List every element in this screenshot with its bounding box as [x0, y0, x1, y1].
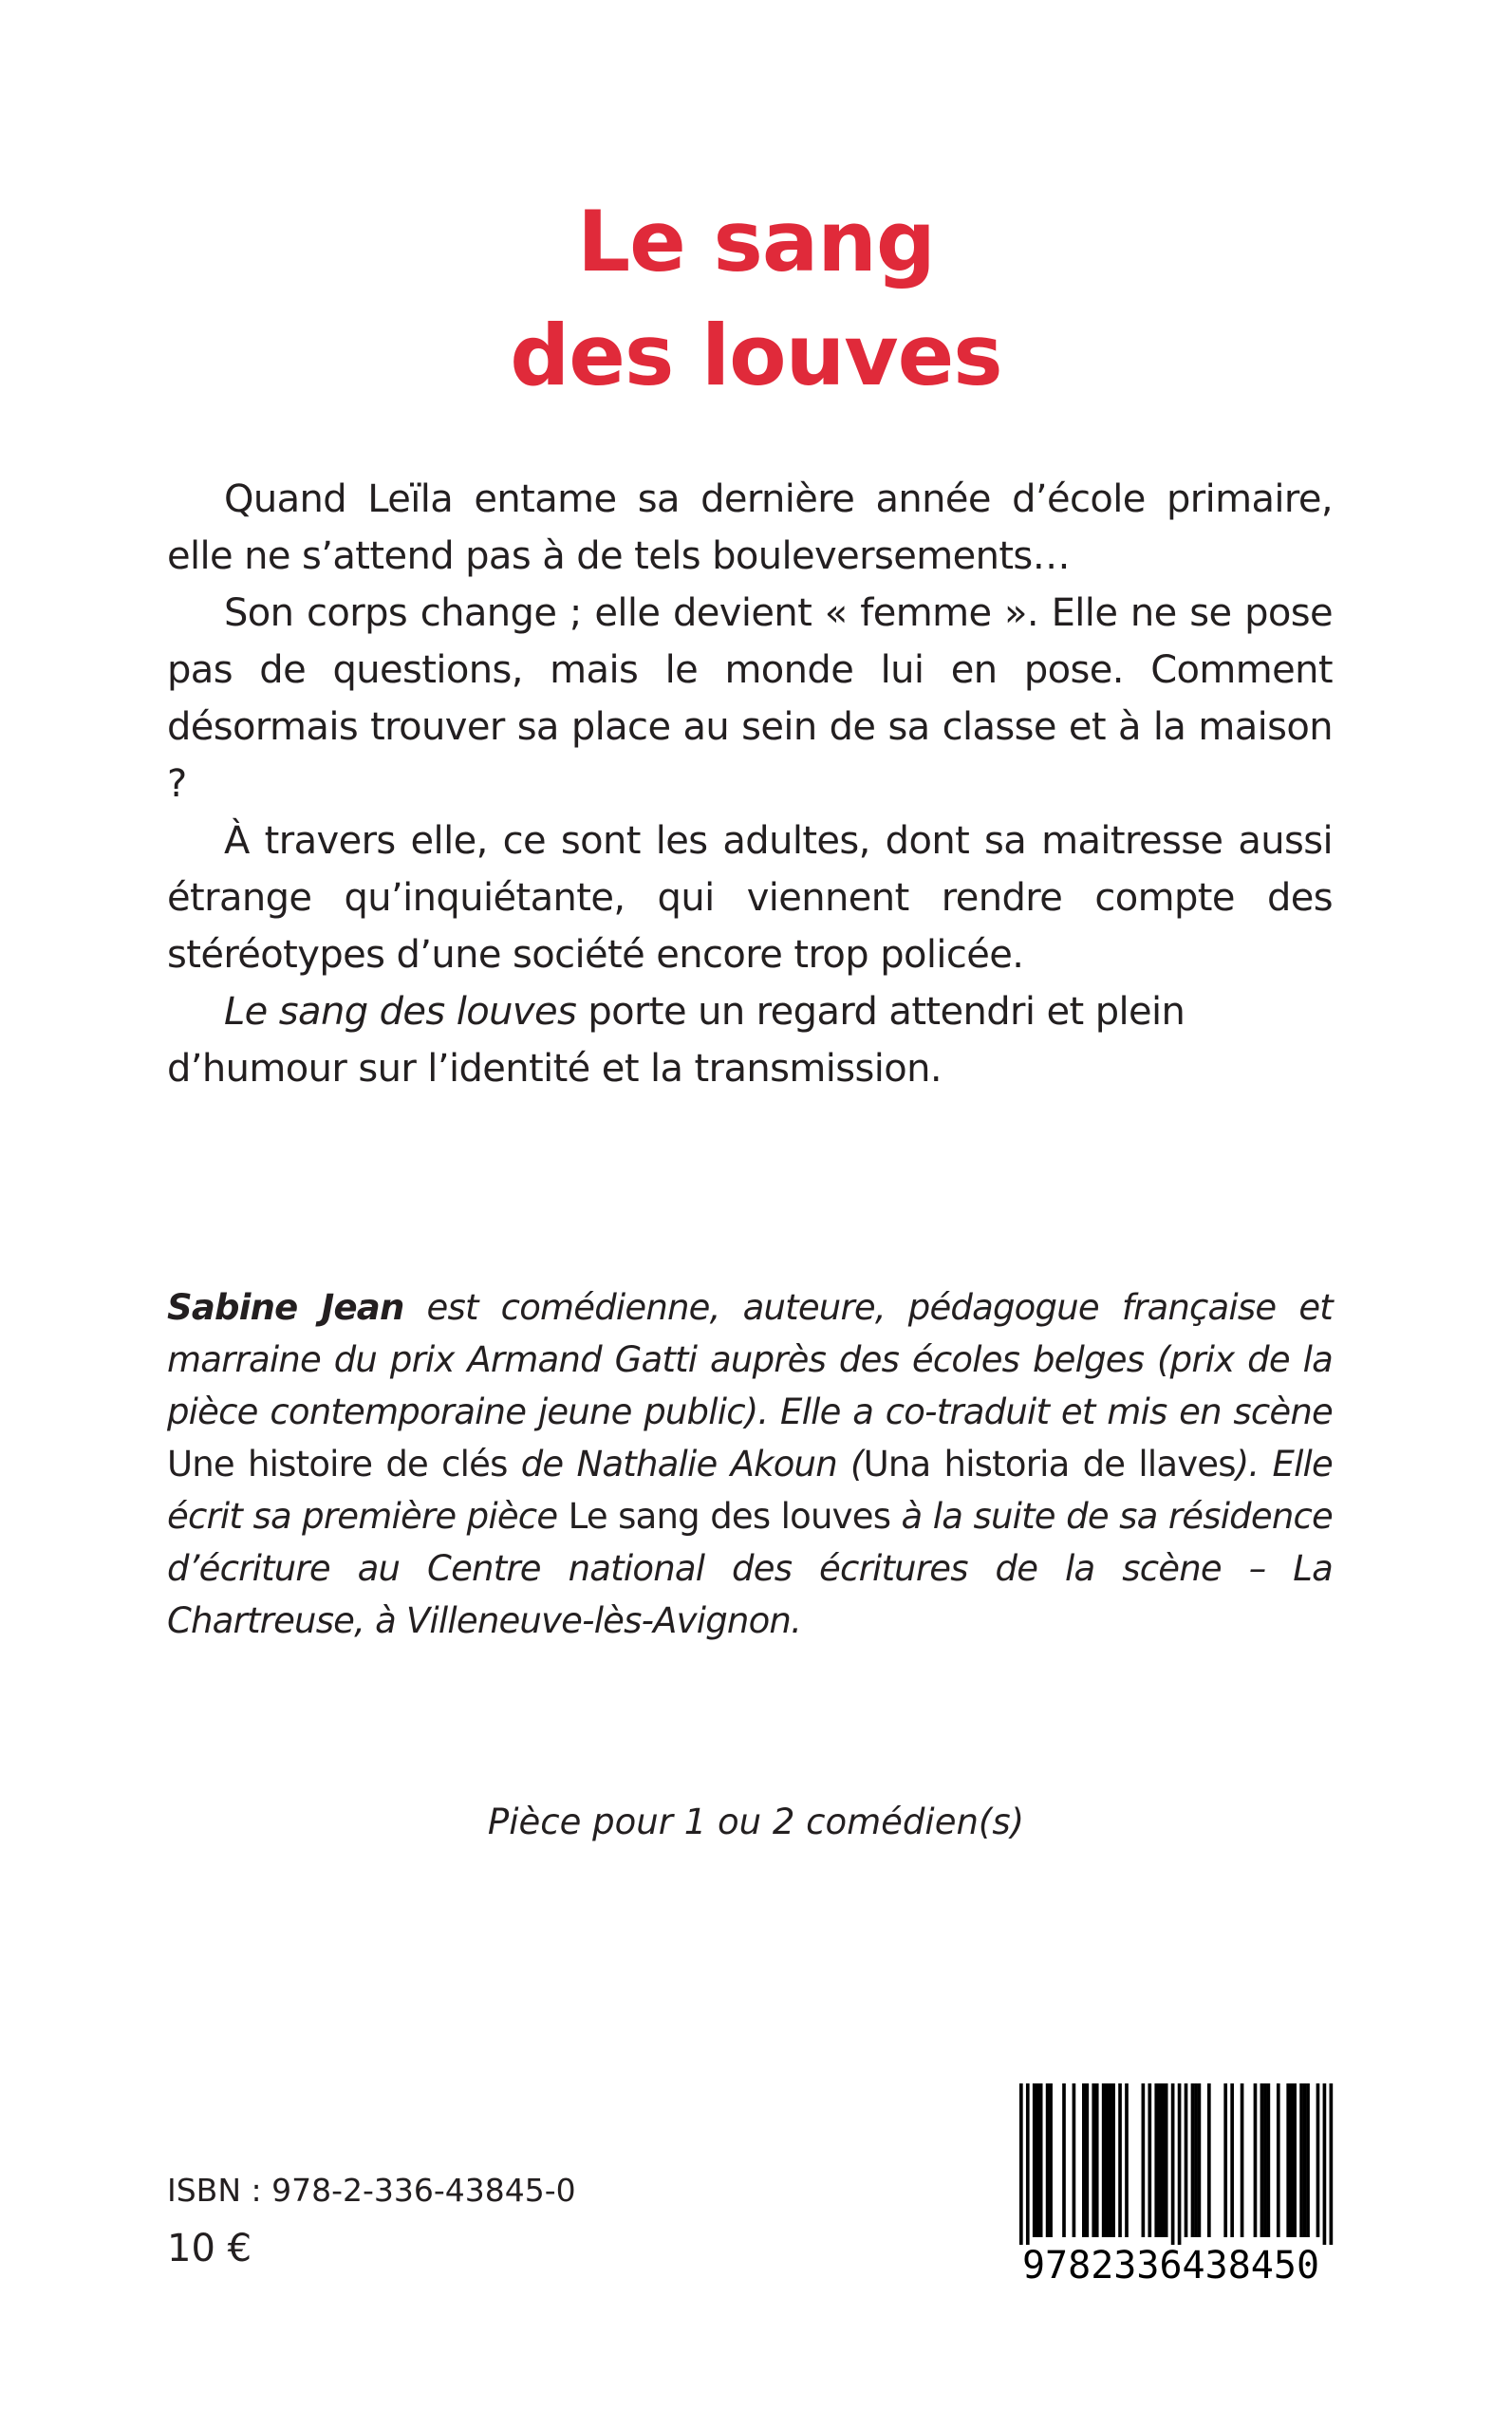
barcode-bar: [1039, 2083, 1043, 2237]
barcode-bar: [1323, 2083, 1327, 2245]
author-name: Sabine Jean: [167, 1287, 404, 1328]
barcode-bar: [1062, 2083, 1066, 2237]
barcode-bar: [1293, 2083, 1297, 2237]
barcode-bar: [1118, 2083, 1122, 2237]
barcode-bar: [1254, 2083, 1258, 2237]
barcode-bar: [1158, 2083, 1162, 2237]
blurb-paragraph-4: [167, 983, 1333, 1097]
barcode-bar: [1303, 2083, 1307, 2237]
barcode-bar: [1165, 2083, 1168, 2237]
back-cover-blurb: [167, 471, 1333, 1097]
barcode-bar: [1073, 2083, 1076, 2237]
barcode-bar: [1111, 2083, 1115, 2237]
barcode-bar: [1171, 2083, 1175, 2245]
barcode-bar: [1036, 2083, 1039, 2237]
barcode-bar: [1277, 2083, 1280, 2237]
author-bio-paragraph: [167, 1281, 1333, 1647]
barcode-bar: [1082, 2083, 1086, 2237]
price: 10 €: [167, 2227, 252, 2270]
bio-work-1: Une histoire de clés: [167, 1444, 508, 1485]
book-title: [0, 185, 1512, 413]
barcode-bar: [1230, 2083, 1234, 2237]
barcode-bar: [1299, 2083, 1303, 2237]
barcode-bar: [1092, 2083, 1095, 2237]
barcode-bar: [1105, 2083, 1109, 2237]
barcode-bar: [1330, 2083, 1334, 2245]
barcode-bar: [1148, 2083, 1151, 2237]
book-title-line-1: Le sang: [577, 193, 935, 290]
barcode-bar: [1198, 2083, 1202, 2237]
barcode-bar: [1316, 2083, 1320, 2237]
barcode-bar: [1207, 2083, 1211, 2237]
barcode-bar: [1290, 2083, 1294, 2237]
barcode-digits: 9782336438450: [1021, 2244, 1320, 2288]
barcode-bar: [1046, 2083, 1050, 2237]
barcode-bar: [1102, 2083, 1106, 2237]
barcode-bar: [1178, 2083, 1182, 2245]
barcode-bar: [1154, 2083, 1158, 2237]
barcode-bar: [1085, 2083, 1089, 2237]
barcode-bar: [1267, 2083, 1271, 2237]
barcode-bar: [1019, 2083, 1023, 2245]
bio-text-2: de Nathalie Akoun (: [507, 1444, 864, 1485]
blurb-paragraph-3: À travers elle, ce sont les adultes, dont sa maitresse aussi étrange qu’inquiétante, qui viennent rendre compte des stéréotypes d’une société encore trop policée.: [167, 819, 1333, 977]
blurb-paragraph-2: Son corps change ; elle devient « femme ». Elle ne se pose pas de questions, mais le monde lui en pose. Comment désormais trouver sa place au sein de sa classe et à la maison ?: [167, 591, 1333, 806]
blurb-paragraph-1: Quand Leïla entame sa dernière année d’école primaire, elle ne s’attend pas à de tels bouleversements…: [167, 477, 1333, 578]
barcode-bar: [1223, 2083, 1227, 2237]
bio-text-3: ). Elle écrit sa première pièce: [167, 1444, 1333, 1537]
book-title-line-2: des louves: [510, 307, 1002, 404]
bio-text-4: à la suite de sa résidence d’écriture au Centre national des écritures de la scène – La Chartreuse, à Villeneuve-lès-Avignon.: [167, 1496, 1333, 1641]
barcode-bar: [1260, 2083, 1264, 2237]
barcode-bar: [1026, 2083, 1030, 2245]
bio-work-3: Le sang des louves: [568, 1496, 891, 1537]
bio-text-1: est comédienne, auteure, pédagogue française et marraine du prix Armand Gatti auprès des écoles belges (prix de la pièce contemporaine jeune public). Elle a co-traduit et mis en scène: [167, 1287, 1333, 1432]
barcode-bar: [1286, 2083, 1290, 2237]
barcode-bar: [1049, 2083, 1053, 2237]
barcode-bar: [1125, 2083, 1129, 2237]
barcode-bar: [1194, 2083, 1198, 2237]
barcode-bar: [1095, 2083, 1099, 2237]
isbn: ISBN : 978-2-336-43845-0: [167, 2172, 576, 2209]
barcode: [1006, 2083, 1335, 2292]
barcode-bar: [1185, 2083, 1188, 2237]
blurb-paragraph-4-text: porte un regard attendri et plein d’humour sur l’identité et la transmission.: [167, 990, 1185, 1091]
barcode-bar: [1191, 2083, 1195, 2237]
barcode-bar: [1033, 2083, 1036, 2237]
barcode-bar: [1241, 2083, 1244, 2237]
bio-work-2: Una historia de llaves: [863, 1444, 1236, 1485]
author-bio: [167, 1281, 1333, 1647]
barcode-bar: [1109, 2083, 1112, 2237]
blurb-book-title: Le sang des louves: [224, 990, 577, 1034]
barcode-bar: [1142, 2083, 1146, 2237]
barcode-bar: [1263, 2083, 1267, 2237]
barcode-bar: [1306, 2083, 1310, 2237]
play-cast-note: Pièce pour 1 ou 2 comédien(s): [487, 1802, 1025, 1842]
barcode-bar: [1161, 2083, 1165, 2237]
barcode-icon: [1006, 2083, 1335, 2245]
